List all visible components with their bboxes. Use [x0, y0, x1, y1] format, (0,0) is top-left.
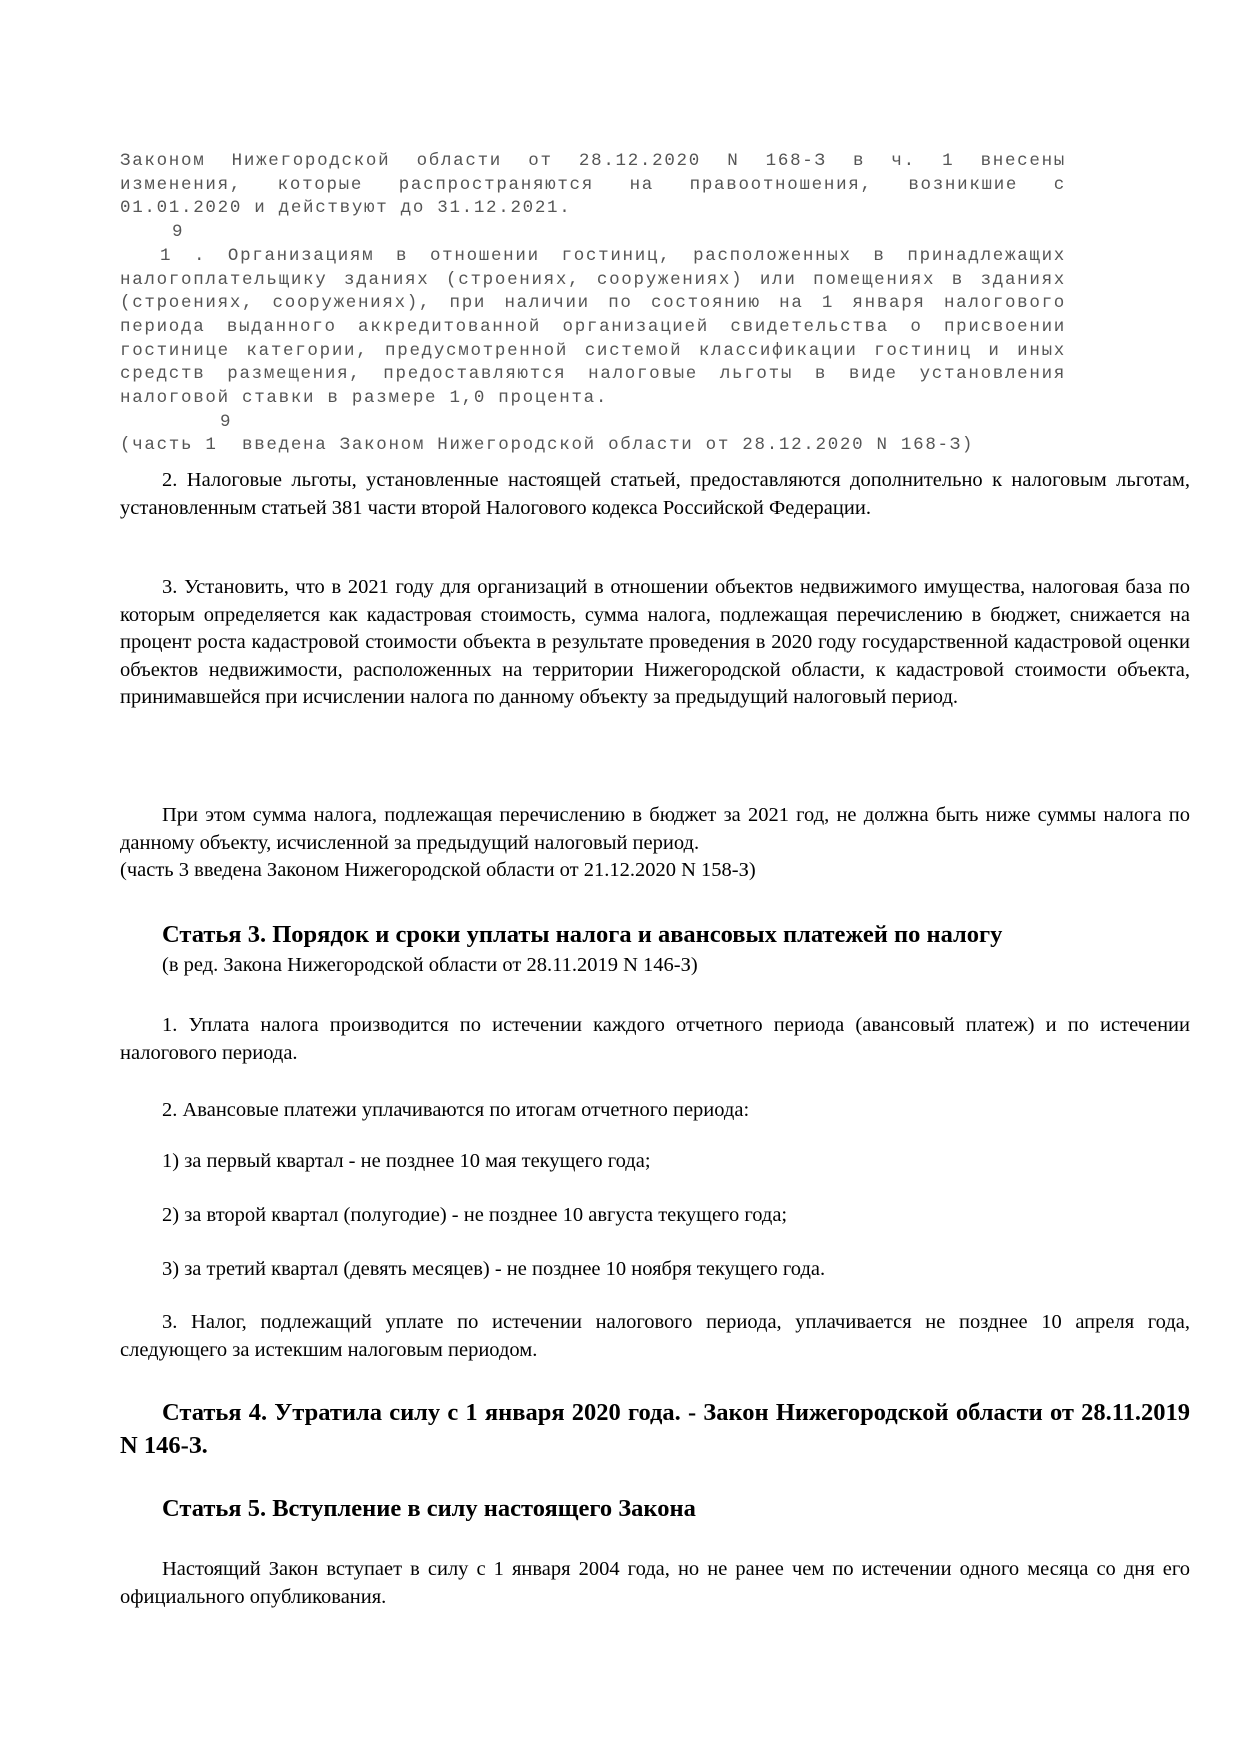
paragraph-3b	[120, 802, 1190, 885]
part-line: гостинице категории, предусмотренной системой классификации гостиниц и иных	[120, 340, 1066, 361]
article-5-title: Статья 5. Вступление в силу настоящего Закона	[162, 1495, 696, 1522]
article-3-item2	[120, 1202, 1190, 1230]
text: 1. Уплата налога производится по истечении каждого отчетного периода (авансовый платеж) и по истечении налогового периода.	[120, 1014, 1190, 1064]
article-5-p1	[120, 1556, 1190, 1611]
text: 2. Авансовые платежи уплачиваются по итогам отчетного периода:	[162, 1099, 750, 1121]
superscript: 9	[172, 222, 185, 243]
text: При этом сумма налога, подлежащая перечислению в бюджет за 2021 год, не должна быть ниже суммы налога по данному объекту, исчисленной за предыдущий налоговый период.	[120, 804, 1190, 854]
article-3-p3	[120, 1309, 1190, 1364]
text: Настоящий Закон вступает в силу с 1 января 2004 года, но не ранее чем по истечении одного месяца со дня его официального опубликования.	[120, 1558, 1190, 1608]
part-source: (часть 1 введена Законом Нижегородской области от 28.12.2020 N 168-З)	[120, 435, 975, 456]
article-3-item1	[120, 1148, 1190, 1176]
paragraph-3	[120, 574, 1190, 712]
part-line: 1 . Организациям в отношении гостиниц, расположенных в принадлежащих	[160, 245, 1066, 266]
note-line: изменения, которые распространяются на правоотношения, возникшие с	[120, 174, 1066, 195]
text: (в ред. Закона Нижегородской области от 28.11.2019 N 146-З)	[162, 954, 698, 976]
part-line: (строениях, сооружениях), при наличии по состоянию на 1 января налогового	[120, 293, 1066, 314]
article-3-title: Статья 3. Порядок и сроки уплаты налога и авансовых платежей по налогу	[162, 921, 1003, 948]
text: 3. Налог, подлежащий уплате по истечении налогового периода, уплачивается не позднее 10 апреля года, следующего за истекшим налоговым периодом.	[120, 1311, 1190, 1361]
article-3-p1	[120, 1012, 1190, 1067]
part-line: налоговой ставки в размере 1,0 процента.	[120, 388, 609, 409]
source-note: (часть 3 введена Законом Нижегородской области от 21.12.2020 N 158-З)	[120, 859, 756, 882]
article-4-title: Статья 4. Утратила силу с 1 января 2020 года. - Закон Нижегородской области от 28.11.2019 N 146-З.	[120, 1399, 1190, 1459]
amendment-note	[120, 150, 1066, 458]
article-3-p2	[120, 1097, 1190, 1125]
note-line: Законом Нижегородской области от 28.12.2020 N 168-З в ч. 1 внесены	[120, 151, 1066, 171]
note-line: 01.01.2020 и действуют до 31.12.2021.	[120, 198, 572, 219]
article-3-edition	[120, 952, 1190, 980]
part-line: периода выданного аккредитованной организацией свидетельства о присвоении	[120, 316, 1066, 337]
paragraph-2	[120, 467, 1190, 522]
superscript: 9	[220, 411, 233, 432]
text: 2) за второй квартал (полугодие) - не позднее 10 августа текущего года;	[162, 1204, 788, 1226]
part-line: средств размещения, предоставляются налоговые льготы в виде установления	[120, 364, 1066, 385]
article-3-item3	[120, 1256, 1190, 1284]
text: 3) за третий квартал (девять месяцев) - не позднее 10 ноября текущего года.	[162, 1258, 826, 1280]
part-line: налогоплательщику зданиях (строениях, сооружениях) или помещениях в зданиях	[120, 269, 1066, 290]
text: 2. Налоговые льготы, установленные настоящей статьей, предоставляются дополнительно к налоговым льготам, установленным статьей 381 части второй Налогового кодекса Российской Федерации.	[120, 469, 1190, 519]
text: 1) за первый квартал - не позднее 10 мая текущего года;	[162, 1150, 651, 1172]
text: 3. Установить, что в 2021 году для организаций в отношении объектов недвижимого имущества, налоговая база по которым определяется как кадастровая стоимость, сумма налога, подлежащая перечислению в бюджет, снижается на процент роста кадастровой стоимости объекта в результате проведения в 2020 году государственной кадастровой оценки объектов недвижимости, расположенных на территории Нижегородской области, к кадастровой стоимости объекта, принимавшейся при исчислении налога по данному объекту за предыдущий налоговый период.	[120, 576, 1190, 709]
